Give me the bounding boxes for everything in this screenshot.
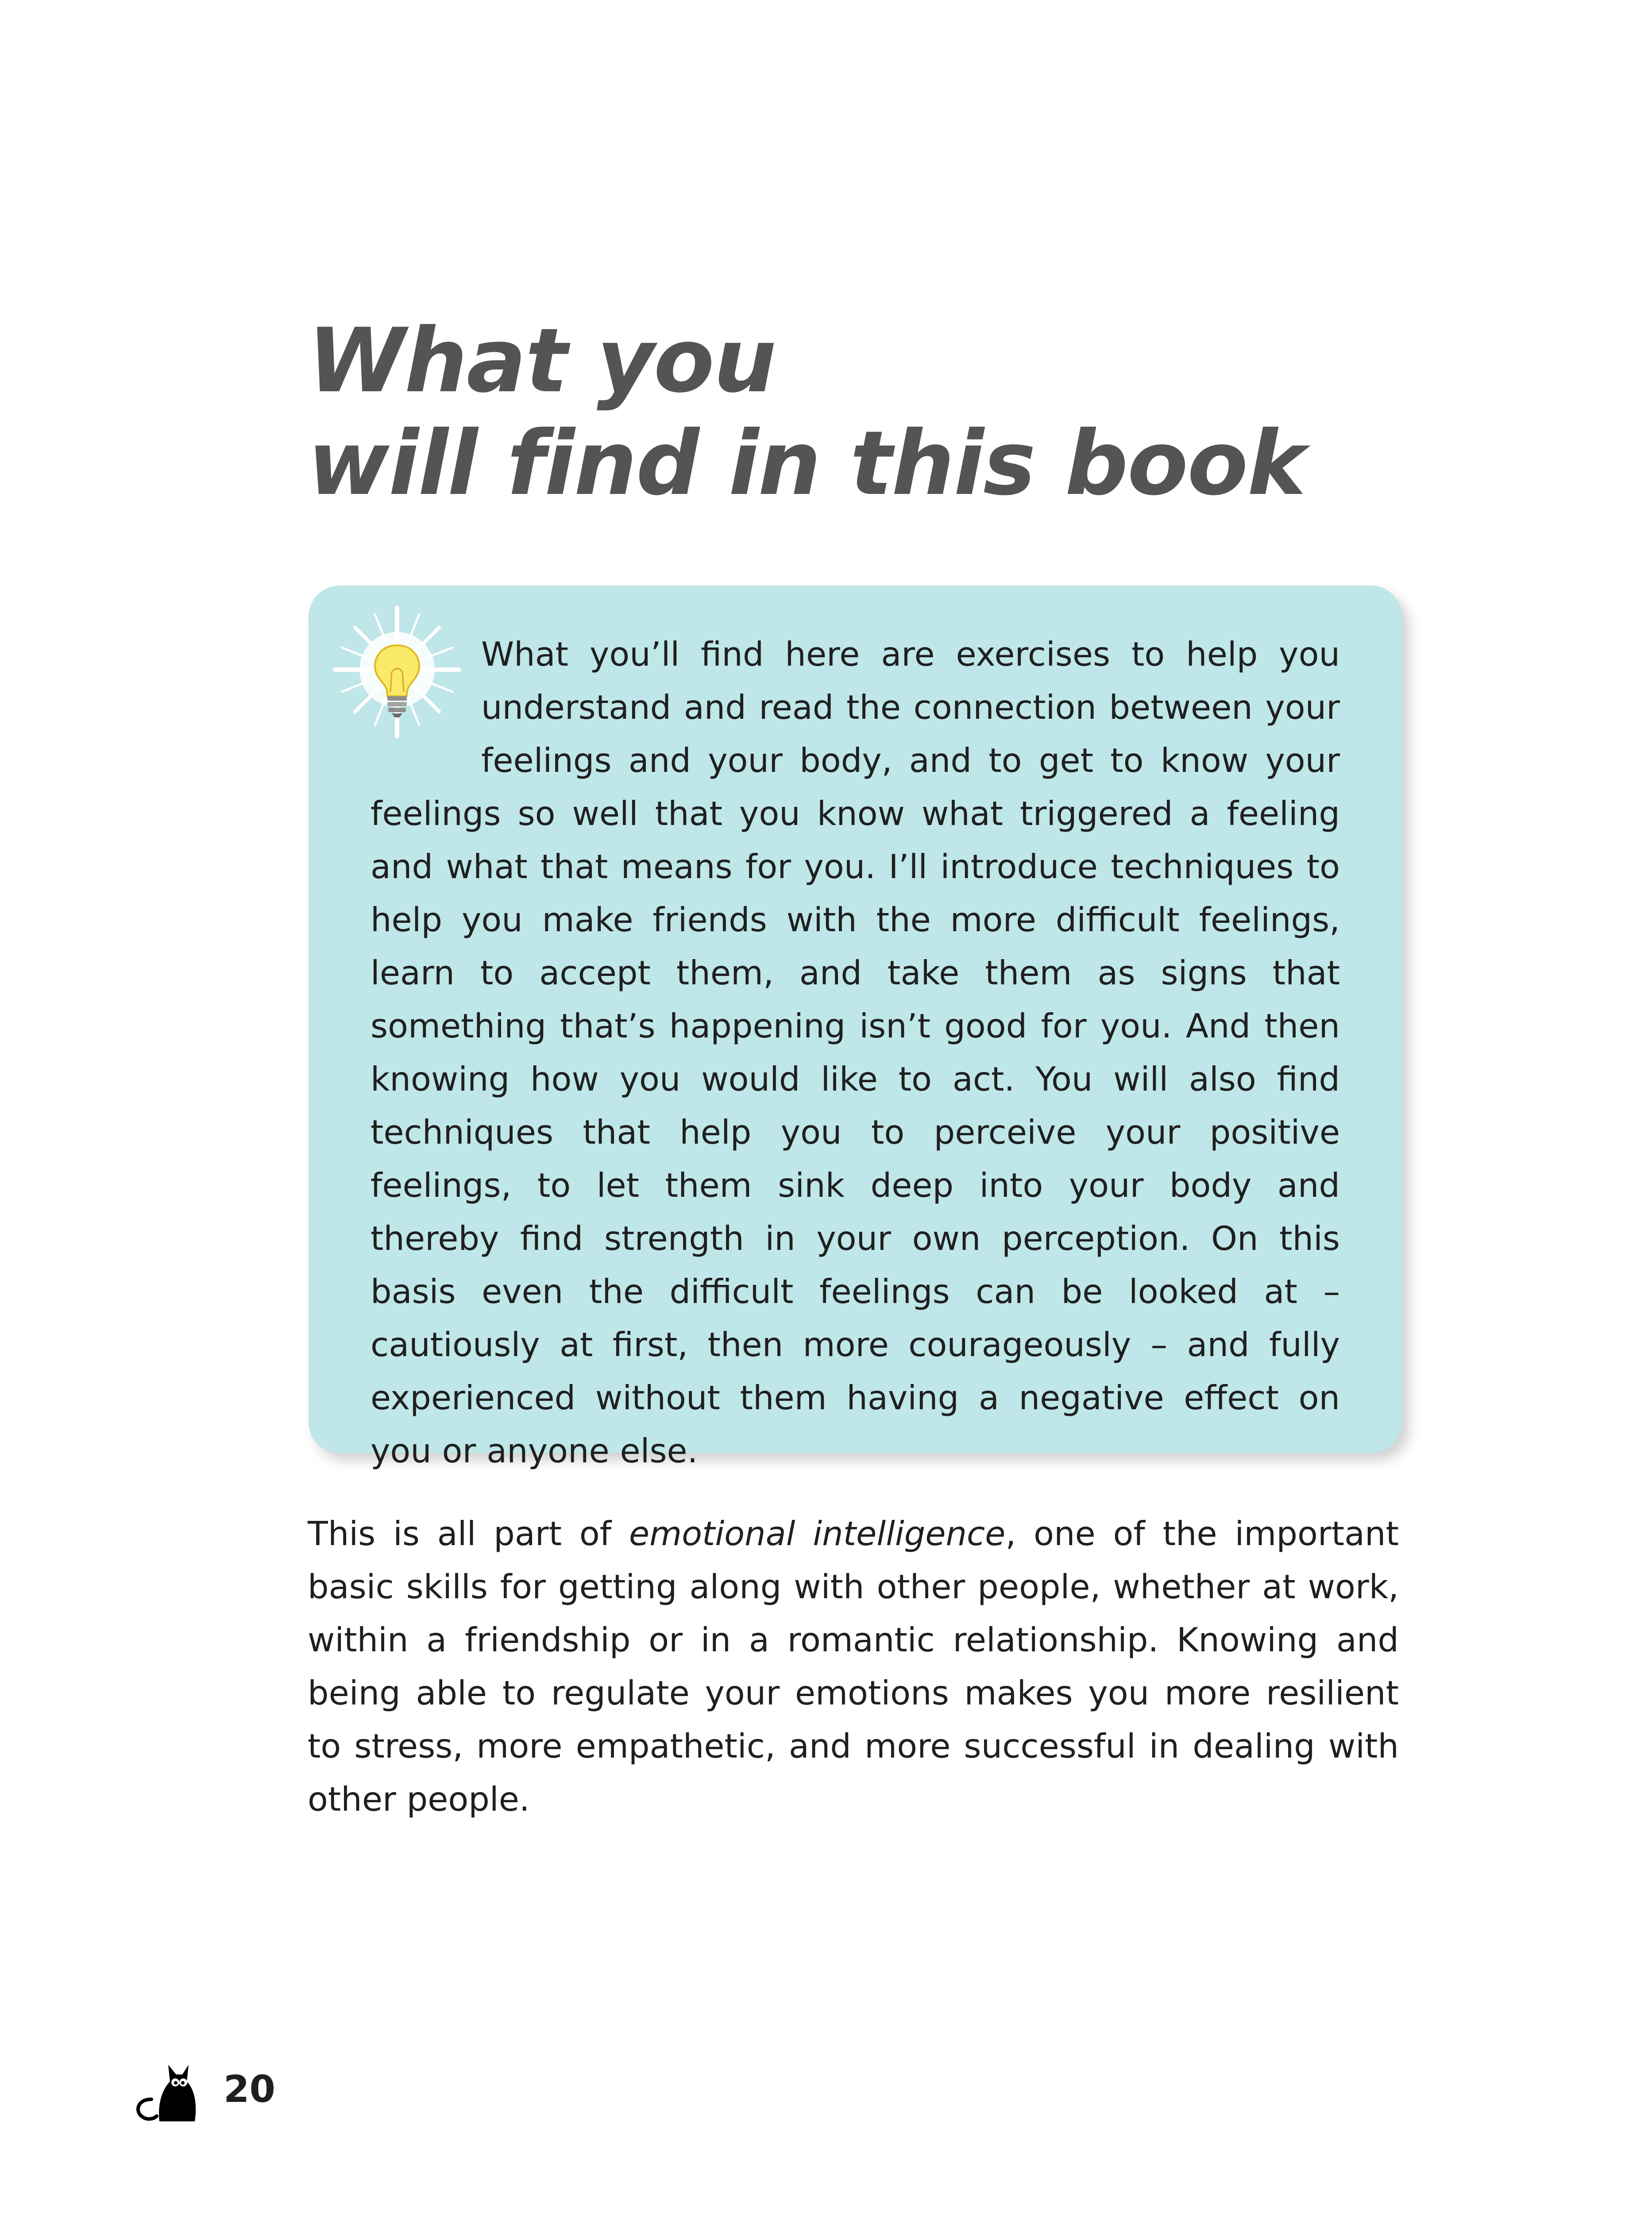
- cat-icon: [133, 2055, 197, 2124]
- page-number: 20: [224, 2067, 275, 2111]
- body-text-end: , one of the important basic skills for getting along with other people, whether at work, within a friendship or in a romantic relationship. Knowing and being able to regulate your emotions makes you more resilient to stress, more empathetic, and more successful in dealing with other people.: [308, 1514, 1399, 1819]
- body-text-emphasis: emotional intelligence: [629, 1514, 1006, 1553]
- page-title-line-1: What you: [308, 309, 776, 413]
- tip-text: What you’ll find here are exercises to help you understand and read the connection between your feelings and your body, and to get to know your feelings so well that you know what triggered a feeling and what that means for you. I’ll introduce techniques to help you make friends with the more difficult feelings, learn to accept them, and take them as signs that something that’s happening isn’t good for you. And then knowing how you would like to act. You will also find techniques that help you to perceive your positive feelings, to let them sink deep into your body and thereby find strength in your own perception. On this basis even the difficult feelings can be looked at – cautiously at first, then more courageously – and fully experienced without them having a negative effect on you or anyone else.: [371, 635, 1340, 1470]
- body-text-start: This is all part of: [308, 1514, 629, 1553]
- page-title-line-2: will find in this book: [308, 412, 1305, 515]
- page-footer: [133, 2054, 275, 2124]
- lightbulb-icon: [331, 603, 463, 749]
- page-title: [308, 310, 1459, 515]
- tip-box: [309, 586, 1402, 1470]
- body-paragraph: [308, 1507, 1399, 1826]
